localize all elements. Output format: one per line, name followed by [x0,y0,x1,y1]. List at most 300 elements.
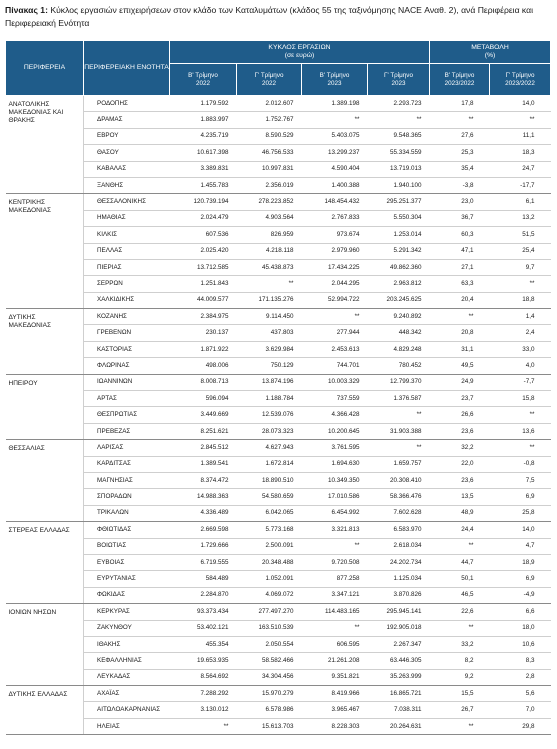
turnover-value: 584.489 [170,571,237,587]
unit-name: ΚΟΖΑΝΗΣ [84,309,170,325]
table-row [6,341,551,357]
turnover-value: 3.389.831 [170,161,237,177]
header-region: ΠΕΡΙΦΕΡΕΙΑ [6,41,84,96]
turnover-table [5,40,551,735]
change-value: ** [430,620,490,636]
turnover-value: 2.963.812 [368,276,430,292]
change-value: 33,0 [490,341,551,357]
turnover-value: 278.223.852 [237,194,302,210]
caption-label: Πίνακας 1: [5,5,48,15]
change-value: 8,3 [490,653,551,669]
turnover-value: 148.454.432 [302,194,368,210]
turnover-value: 277.497.270 [237,604,302,620]
table-row [6,456,551,472]
turnover-value: 3.449.669 [170,407,237,423]
header-change [430,41,551,64]
turnover-value: 10.003.329 [302,374,368,390]
turnover-value: ** [302,620,368,636]
turnover-value: 9.351.821 [302,669,368,685]
turnover-value: 606.595 [302,636,368,652]
turnover-value: 49.862.360 [368,259,430,275]
table-row [6,669,551,685]
turnover-value: 2.293.723 [368,96,430,112]
header-turnover-unit: (σε ευρώ) [284,52,315,59]
unit-name: ΜΑΓΝΗΣΙΑΣ [84,472,170,488]
change-value: 11,1 [490,128,551,144]
unit-name: ΘΕΣΣΑΛΟΝΙΚΗΣ [84,194,170,210]
turnover-value: 13.874.196 [237,374,302,390]
change-value: 27,1 [430,259,490,275]
turnover-value: 14.988.363 [170,489,237,505]
turnover-value: 596.094 [170,391,237,407]
turnover-value: 35.263.999 [368,669,430,685]
table-row [6,587,551,603]
change-value: 9,2 [430,669,490,685]
turnover-value: 6.578.986 [237,702,302,718]
table-row [6,325,551,341]
unit-name: ΛΑΡΙΣΑΣ [84,440,170,456]
change-value: 25,8 [490,505,551,521]
turnover-value: 2.618.034 [368,538,430,554]
unit-name: ΑΡΤΑΣ [84,391,170,407]
turnover-value: 13.719.013 [368,161,430,177]
turnover-value: 455.354 [170,636,237,652]
turnover-value: 16.865.721 [368,686,430,702]
change-value: 1,4 [490,309,551,325]
table-row [6,292,551,308]
header-period-2: Β' Τρίμηνο 2023 [302,64,368,96]
change-value: -0,8 [490,456,551,472]
change-value: 18,0 [490,620,551,636]
table-row [6,522,551,538]
change-value: 31,1 [430,341,490,357]
turnover-value: 17.010.586 [302,489,368,505]
table-row [6,128,551,144]
change-value: 25,3 [430,145,490,161]
region-name: ΗΠΕΙΡΟΥ [6,374,84,440]
region-name: ΑΝΑΤΟΛΙΚΗΣ ΜΑΚΕΔΟΝΙΑΣ ΚΑΙ ΘΡΑΚΗΣ [6,96,84,194]
change-value: 13,5 [430,489,490,505]
change-value: 18,9 [490,554,551,570]
header-change-5: Γ' Τρίμηνο 2023/2022 [490,64,551,96]
change-value: 22,6 [430,604,490,620]
table-row [6,554,551,570]
turnover-value: 8.590.529 [237,128,302,144]
turnover-value: ** [368,407,430,423]
turnover-value: 4.366.428 [302,407,368,423]
unit-name: ΘΕΣΠΡΩΤΙΑΣ [84,407,170,423]
turnover-value: 7.602.628 [368,505,430,521]
change-value: 6,1 [490,194,551,210]
unit-name: ΠΕΛΛΑΣ [84,243,170,259]
turnover-value: 20.348.488 [237,554,302,570]
turnover-value: 10.349.350 [302,472,368,488]
turnover-value: 1.179.592 [170,96,237,112]
change-value: 15,5 [430,686,490,702]
turnover-value: 1.672.814 [237,456,302,472]
turnover-value: 18.890.510 [237,472,302,488]
change-value: 17,8 [430,96,490,112]
turnover-value: ** [237,276,302,292]
change-value: 47,1 [430,243,490,259]
table-row [6,489,551,505]
turnover-value: 5.403.075 [302,128,368,144]
turnover-value: 52.994.722 [302,292,368,308]
header-period-3: Γ' Τρίμηνο 2023 [368,64,430,96]
turnover-value: 13.712.585 [170,259,237,275]
change-value: -7,7 [490,374,551,390]
unit-name: ΘΑΣΟΥ [84,145,170,161]
unit-name: ΔΡΑΜΑΣ [84,112,170,128]
turnover-value: 3.965.467 [302,702,368,718]
turnover-value: 2.453.613 [302,341,368,357]
region-name: ΙΟΝΙΩΝ ΝΗΣΩΝ [6,604,84,686]
header-period-1: Γ' Τρίμηνο 2022 [237,64,302,96]
turnover-value: 295.945.141 [368,604,430,620]
unit-name: ΠΡΕΒΕΖΑΣ [84,423,170,439]
table-row [6,112,551,128]
turnover-value: 4.903.564 [237,210,302,226]
turnover-value: 6.454.992 [302,505,368,521]
turnover-value: 55.334.559 [368,145,430,161]
change-value: -4,9 [490,587,551,603]
change-value: 50,1 [430,571,490,587]
unit-name: ΞΑΝΘΗΣ [84,177,170,193]
turnover-value: ** [302,112,368,128]
turnover-value: 1.251.843 [170,276,237,292]
turnover-value: 3.347.121 [302,587,368,603]
table-row [6,653,551,669]
table-row [6,259,551,275]
change-value: 20,4 [430,292,490,308]
turnover-value: 5.291.342 [368,243,430,259]
turnover-value: 448.342 [368,325,430,341]
table-row [6,161,551,177]
table-row [6,391,551,407]
turnover-value: 498.006 [170,358,237,374]
change-value: 6,6 [490,604,551,620]
change-value: 26,7 [430,702,490,718]
turnover-value: 24.202.734 [368,554,430,570]
table-row [6,210,551,226]
unit-name: ΗΛΕΙΑΣ [84,718,170,734]
turnover-value: 4.627.943 [237,440,302,456]
turnover-value: 2.500.091 [237,538,302,554]
turnover-value: 93.373.434 [170,604,237,620]
turnover-value: 8.008.713 [170,374,237,390]
unit-name: ΧΑΛΚΙΔΙΚΗΣ [84,292,170,308]
turnover-value: 4.829.248 [368,341,430,357]
turnover-value: 2.050.554 [237,636,302,652]
unit-name: ΑΧΑΪΑΣ [84,686,170,702]
change-value: 26,6 [430,407,490,423]
table-row [6,571,551,587]
turnover-value: 1.659.757 [368,456,430,472]
turnover-value: 277.944 [302,325,368,341]
table-row [6,177,551,193]
turnover-value: 3.761.595 [302,440,368,456]
turnover-value: 7.288.292 [170,686,237,702]
turnover-value: 744.701 [302,358,368,374]
table-row [6,702,551,718]
change-value: -3,8 [430,177,490,193]
turnover-value: 12.539.076 [237,407,302,423]
turnover-value: 163.510.539 [237,620,302,636]
turnover-value: 877.258 [302,571,368,587]
header-turnover [170,41,430,64]
change-value: 51,5 [490,227,551,243]
header-change-unit: (%) [484,52,496,59]
change-value: 63,3 [430,276,490,292]
turnover-value: 2.284.870 [170,587,237,603]
turnover-value: 1.752.767 [237,112,302,128]
change-value: 20,8 [430,325,490,341]
change-value: 10,6 [490,636,551,652]
turnover-value: 1.052.091 [237,571,302,587]
change-value: ** [490,407,551,423]
turnover-value: 737.559 [302,391,368,407]
turnover-value: 53.402.121 [170,620,237,636]
turnover-value: 437.803 [237,325,302,341]
unit-name: ΣΕΡΡΩΝ [84,276,170,292]
region-name: ΔΥΤΙΚΗΣ ΜΑΚΕΔΟΝΙΑΣ [6,309,84,375]
change-value: 36,7 [430,210,490,226]
turnover-value: ** [368,112,430,128]
region-name: ΔΥΤΙΚΗΣ ΕΛΛΑΔΑΣ [6,686,84,735]
change-value: 6,9 [490,489,551,505]
turnover-value: 120.739.194 [170,194,237,210]
table-row [6,620,551,636]
unit-name: ΡΟΔΟΠΗΣ [84,96,170,112]
turnover-value: 8.228.303 [302,718,368,734]
change-value: 24,7 [490,161,551,177]
turnover-value: ** [302,309,368,325]
change-value: 29,8 [490,718,551,734]
unit-name: ΣΠΟΡΑΔΩΝ [84,489,170,505]
turnover-value: 4.069.072 [237,587,302,603]
unit-name: ΦΛΩΡΙΝΑΣ [84,358,170,374]
turnover-value: 20.308.410 [368,472,430,488]
change-value: 48,9 [430,505,490,521]
table-row [6,227,551,243]
turnover-value: 1.389.198 [302,96,368,112]
unit-name: ΛΕΥΚΑΔΑΣ [84,669,170,685]
turnover-value: 1.871.922 [170,341,237,357]
table-row [6,194,551,210]
change-value: 33,2 [430,636,490,652]
change-value: ** [430,718,490,734]
change-value: ** [430,309,490,325]
change-value: 46,5 [430,587,490,603]
unit-name: ΚΑΡΔΙΤΣΑΣ [84,456,170,472]
turnover-value: 9.548.365 [368,128,430,144]
unit-name: ΕΥΡΥΤΑΝΙΑΣ [84,571,170,587]
unit-name: ΚΑΣΤΟΡΙΑΣ [84,341,170,357]
turnover-value: 1.729.666 [170,538,237,554]
change-value: 14,0 [490,96,551,112]
turnover-value: 1.694.630 [302,456,368,472]
table-row [6,145,551,161]
turnover-value: 28.073.323 [237,423,302,439]
turnover-value: 7.038.311 [368,702,430,718]
table-row [6,472,551,488]
turnover-value: ** [170,718,237,734]
table-row [6,604,551,620]
table-row [6,358,551,374]
turnover-value: 21.261.208 [302,653,368,669]
table-row [6,374,551,390]
turnover-value: 2.024.479 [170,210,237,226]
turnover-value: ** [368,440,430,456]
turnover-value: 6.719.555 [170,554,237,570]
turnover-value: 2.267.347 [368,636,430,652]
change-value: ** [490,276,551,292]
region-name: ΘΕΣΣΑΛΙΑΣ [6,440,84,522]
turnover-value: 4.336.489 [170,505,237,521]
change-value: 35,4 [430,161,490,177]
turnover-value: 2.012.607 [237,96,302,112]
turnover-value: 607.536 [170,227,237,243]
unit-name: ΗΜΑΘΙΑΣ [84,210,170,226]
unit-name: ΚΙΛΚΙΣ [84,227,170,243]
turnover-value: 12.799.370 [368,374,430,390]
turnover-value: 2.025.420 [170,243,237,259]
turnover-value: 2.384.975 [170,309,237,325]
turnover-value: 8.251.621 [170,423,237,439]
turnover-value: 9.114.450 [237,309,302,325]
table-row [6,440,551,456]
turnover-value: 13.299.237 [302,145,368,161]
header-turnover-title: ΚΥΚΛΟΣ ΕΡΓΑΣΙΩΝ [268,44,331,51]
unit-name: ΓΡΕΒΕΝΩΝ [84,325,170,341]
unit-name: ΦΩΚΙΔΑΣ [84,587,170,603]
turnover-value: 2.979.960 [302,243,368,259]
change-value: 18,3 [490,145,551,161]
table-body [6,96,551,735]
table-row [6,718,551,734]
change-value: 32,2 [430,440,490,456]
change-value: 60,3 [430,227,490,243]
unit-name: ΖΑΚΥΝΘΟΥ [84,620,170,636]
table-row [6,407,551,423]
unit-name: ΚΑΒΑΛΑΣ [84,161,170,177]
turnover-value: 3.321.813 [302,522,368,538]
turnover-value: 1.188.784 [237,391,302,407]
turnover-value: 8.419.966 [302,686,368,702]
change-value: 9,7 [490,259,551,275]
caption-text: Κύκλος εργασιών επιχειρήσεων στον κλάδο των Καταλυμάτων (κλάδος 55 της ταξινόμησης NACE Αναθ. 2), ανά Περιφέρεια και Περιφερειακή Ενότητα [5,5,534,28]
change-value: 24,4 [430,522,490,538]
turnover-value: 45.438.873 [237,259,302,275]
change-value: 23,7 [430,391,490,407]
change-value: 15,8 [490,391,551,407]
header-period-0: Β' Τρίμηνο 2022 [170,64,237,96]
change-value: 14,0 [490,522,551,538]
turnover-value: 1.400.388 [302,177,368,193]
turnover-value: 2.669.598 [170,522,237,538]
turnover-value: 826.959 [237,227,302,243]
turnover-value: 203.245.625 [368,292,430,308]
turnover-value: 1.389.541 [170,456,237,472]
table-row [6,276,551,292]
region-name: ΚΕΝΤΡΙΚΗΣ ΜΑΚΕΔΟΝΙΑΣ [6,194,84,309]
unit-name: ΑΙΤΩΛΟΑΚΑΡΝΑΝΙΑΣ [84,702,170,718]
change-value: ** [490,440,551,456]
change-value: 6,9 [490,571,551,587]
table-row [6,309,551,325]
change-value: 2,4 [490,325,551,341]
change-value: 49,5 [430,358,490,374]
turnover-value: 20.264.631 [368,718,430,734]
turnover-value: 9.720.508 [302,554,368,570]
change-value: ** [490,112,551,128]
change-value: -17,7 [490,177,551,193]
turnover-value: 3.629.984 [237,341,302,357]
turnover-value: 1.940.100 [368,177,430,193]
turnover-value: 31.903.388 [368,423,430,439]
turnover-value: 4.590.404 [302,161,368,177]
turnover-value: 2.044.295 [302,276,368,292]
turnover-value: 6.583.970 [368,522,430,538]
header-change-title: ΜΕΤΑΒΟΛΗ [471,44,509,51]
turnover-value: 8.374.472 [170,472,237,488]
unit-name: ΙΩΑΝΝΙΝΩΝ [84,374,170,390]
turnover-value: 2.356.019 [237,177,302,193]
change-value: ** [430,112,490,128]
table-caption [5,4,553,30]
turnover-value: 295.251.377 [368,194,430,210]
table-row [6,538,551,554]
header-change-4: Β' Τρίμηνο 2023/2022 [430,64,490,96]
turnover-value: ** [302,538,368,554]
change-value: 23,0 [430,194,490,210]
change-value: 2,8 [490,669,551,685]
turnover-value: 5.550.304 [368,210,430,226]
turnover-value: 58.366.476 [368,489,430,505]
turnover-value: 114.483.165 [302,604,368,620]
turnover-value: 1.455.783 [170,177,237,193]
turnover-value: 17.434.225 [302,259,368,275]
turnover-value: 19.653.935 [170,653,237,669]
turnover-value: 46.756.533 [237,145,302,161]
unit-name: ΚΕΦΑΛΛΗΝΙΑΣ [84,653,170,669]
unit-name: ΕΒΡΟΥ [84,128,170,144]
turnover-value: 171.135.276 [237,292,302,308]
turnover-value: 3.130.012 [170,702,237,718]
table-row [6,96,551,112]
turnover-value: 15.613.703 [237,718,302,734]
change-value: 13,6 [490,423,551,439]
change-value: 5,6 [490,686,551,702]
turnover-value: 10.200.645 [302,423,368,439]
turnover-value: 4.218.118 [237,243,302,259]
change-value: ** [430,538,490,554]
change-value: 13,2 [490,210,551,226]
turnover-value: 192.905.018 [368,620,430,636]
change-value: 7,5 [490,472,551,488]
change-value: 22,0 [430,456,490,472]
turnover-value: 8.564.692 [170,669,237,685]
turnover-value: 973.674 [302,227,368,243]
change-value: 8,2 [430,653,490,669]
table-row [6,686,551,702]
turnover-value: 58.582.466 [237,653,302,669]
turnover-value: 2.845.512 [170,440,237,456]
table-row [6,423,551,439]
turnover-value: 63.446.305 [368,653,430,669]
change-value: 44,7 [430,554,490,570]
table-row [6,505,551,521]
